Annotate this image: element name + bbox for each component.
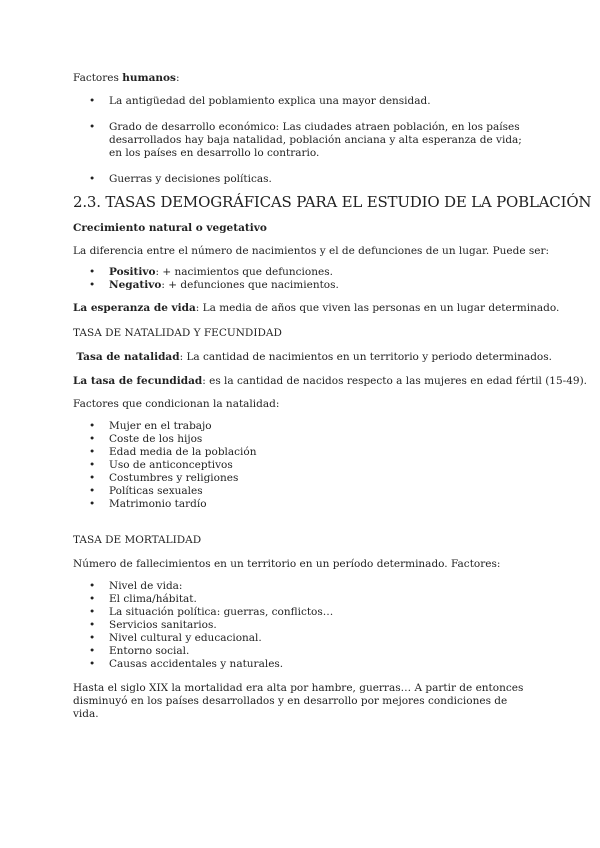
- factores-humanos-label: Factores humanos:: [73, 72, 180, 84]
- mortalidad-heading: TASA DE MORTALIDAD: [73, 534, 202, 546]
- list-item: • Nivel de vida:: [73, 580, 533, 593]
- list-item: • La antigüedad del poblamiento explica una mayor densidad.: [73, 95, 533, 108]
- list-item: • Causas accidentales y naturales.: [73, 658, 533, 671]
- section-title: 2.3. TASAS DEMOGRÁFICAS PARA EL ESTUDIO DE LA POBLACIÓN: [73, 193, 592, 211]
- list-item: • Grado de desarrollo económico: Las ciudades atraen población, en los países desarrollados hay baja natalidad, población anciana y alta esperanza de vida; en los países en desarrollo lo contrario.: [73, 121, 533, 160]
- list-item: • Mujer en el trabajo: [73, 420, 533, 433]
- crecimiento-heading: Crecimiento natural o vegetativo: [73, 222, 267, 234]
- list-item: • La situación política: guerras, conflictos…: [73, 606, 533, 619]
- crecimiento-list: [73, 266, 533, 292]
- factores-humanos-list: [73, 95, 533, 186]
- list-item: • Costumbres y religiones: [73, 472, 533, 485]
- list-item: • Negativo: + defunciones que nacimientos.: [73, 279, 533, 292]
- list-item: • El clima/hábitat.: [73, 593, 533, 606]
- list-item: • Políticas sexuales: [73, 485, 533, 498]
- tasa-natalidad: Tasa de natalidad: La cantidad de nacimientos en un territorio y periodo determinados.: [76, 351, 552, 363]
- list-item: • Nivel cultural y educacional.: [73, 632, 533, 645]
- list-item: • Servicios sanitarios.: [73, 619, 533, 632]
- list-item: • Uso de anticonceptivos: [73, 459, 533, 472]
- natalidad-heading: TASA DE NATALIDAD Y FECUNDIDAD: [73, 327, 282, 339]
- list-item: • Positivo: + nacimientos que defunciones.: [73, 266, 533, 279]
- mortalidad-factores-list: [73, 580, 533, 671]
- list-item: • Guerras y decisiones políticas.: [73, 173, 533, 186]
- tasa-fecundidad: La tasa de fecundidad: es la cantidad de nacidos respecto a las mujeres en edad fértil (15-49).: [73, 375, 587, 387]
- mortalidad-intro: Número de fallecimientos en un territorio en un período determinado. Factores:: [73, 558, 501, 570]
- natalidad-factores-list: [73, 420, 533, 511]
- mortalidad-conclusion: Hasta el siglo XIX la mortalidad era alta por hambre, guerras… A partir de entonces disminuyó en los países desarrollados y en desarrollo por mejores condiciones de vida.: [73, 682, 524, 720]
- list-item: • Entorno social.: [73, 645, 533, 658]
- esperanza-de-vida: La esperanza de vida: La media de años que viven las personas en un lugar determinado.: [73, 302, 560, 314]
- list-item: • Coste de los hijos: [73, 433, 533, 446]
- crecimiento-intro: La diferencia entre el número de nacimientos y el de defunciones de un lugar. Puede ser:: [73, 245, 550, 257]
- list-item: • Matrimonio tardío: [73, 498, 533, 511]
- list-item: • Edad media de la población: [73, 446, 533, 459]
- natalidad-factores-intro: Factores que condicionan la natalidad:: [73, 398, 280, 410]
